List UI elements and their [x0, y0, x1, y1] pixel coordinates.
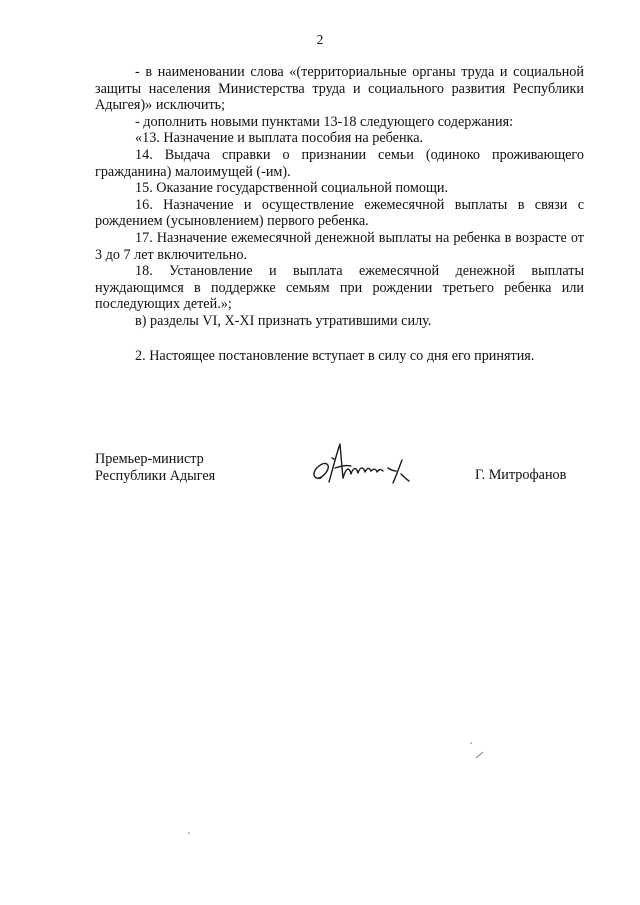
paragraph-effective-date: 2. Настоящее постановление вступает в силу со дня его принятия. — [135, 347, 535, 364]
paragraph-item-13: «13. Назначение и выплата пособия на ребенка. — [135, 130, 424, 147]
scan-dot — [468, 740, 474, 746]
paragraph-exclusion: - в наименовании слова «(территориальные органы труда и социальной защиты населения Министерства труда и социального развития Республики Адыгея)» исключить; — [95, 64, 584, 114]
signatory-title-line1: Премьер-министр — [95, 451, 204, 467]
paragraph-add-items: - дополнить новыми пунктами 13-18 следующего содержания: — [135, 113, 514, 130]
scan-dot — [186, 830, 192, 836]
paragraph-sections-void: в) разделы VI, X-XI признать утратившими силу. — [135, 312, 432, 329]
signatory-name: Г. Митрофанов — [475, 467, 567, 483]
paragraph-item-16: 16. Назначение и осуществление ежемесячной выплаты в связи с рождением (усыновлением) первого ребенка. — [95, 196, 584, 230]
paragraph-item-15: 15. Оказание государственной социальной помощи. — [135, 180, 449, 197]
scan-mark — [474, 750, 486, 760]
page-number: 2 — [316, 32, 324, 47]
handwritten-signature — [305, 438, 420, 493]
paragraph-item-14: 14. Выдача справки о признании семьи (одиноко проживающего гражданина) малоимущей (-им). — [95, 146, 584, 180]
document-body — [95, 64, 584, 364]
signatory-title — [95, 451, 215, 484]
signatory-title-line2: Республики Адыгея — [95, 467, 216, 484]
paragraph-item-18: 18. Установление и выплата ежемесячной денежной выплаты нуждающимся в поддержке семьям при рождении третьего ребенка или последующих детей.»; — [95, 263, 584, 313]
paragraph-item-17: 17. Назначение ежемесячной денежной выплаты на ребенка в возрасте от 3 до 7 лет включительно. — [95, 229, 584, 263]
